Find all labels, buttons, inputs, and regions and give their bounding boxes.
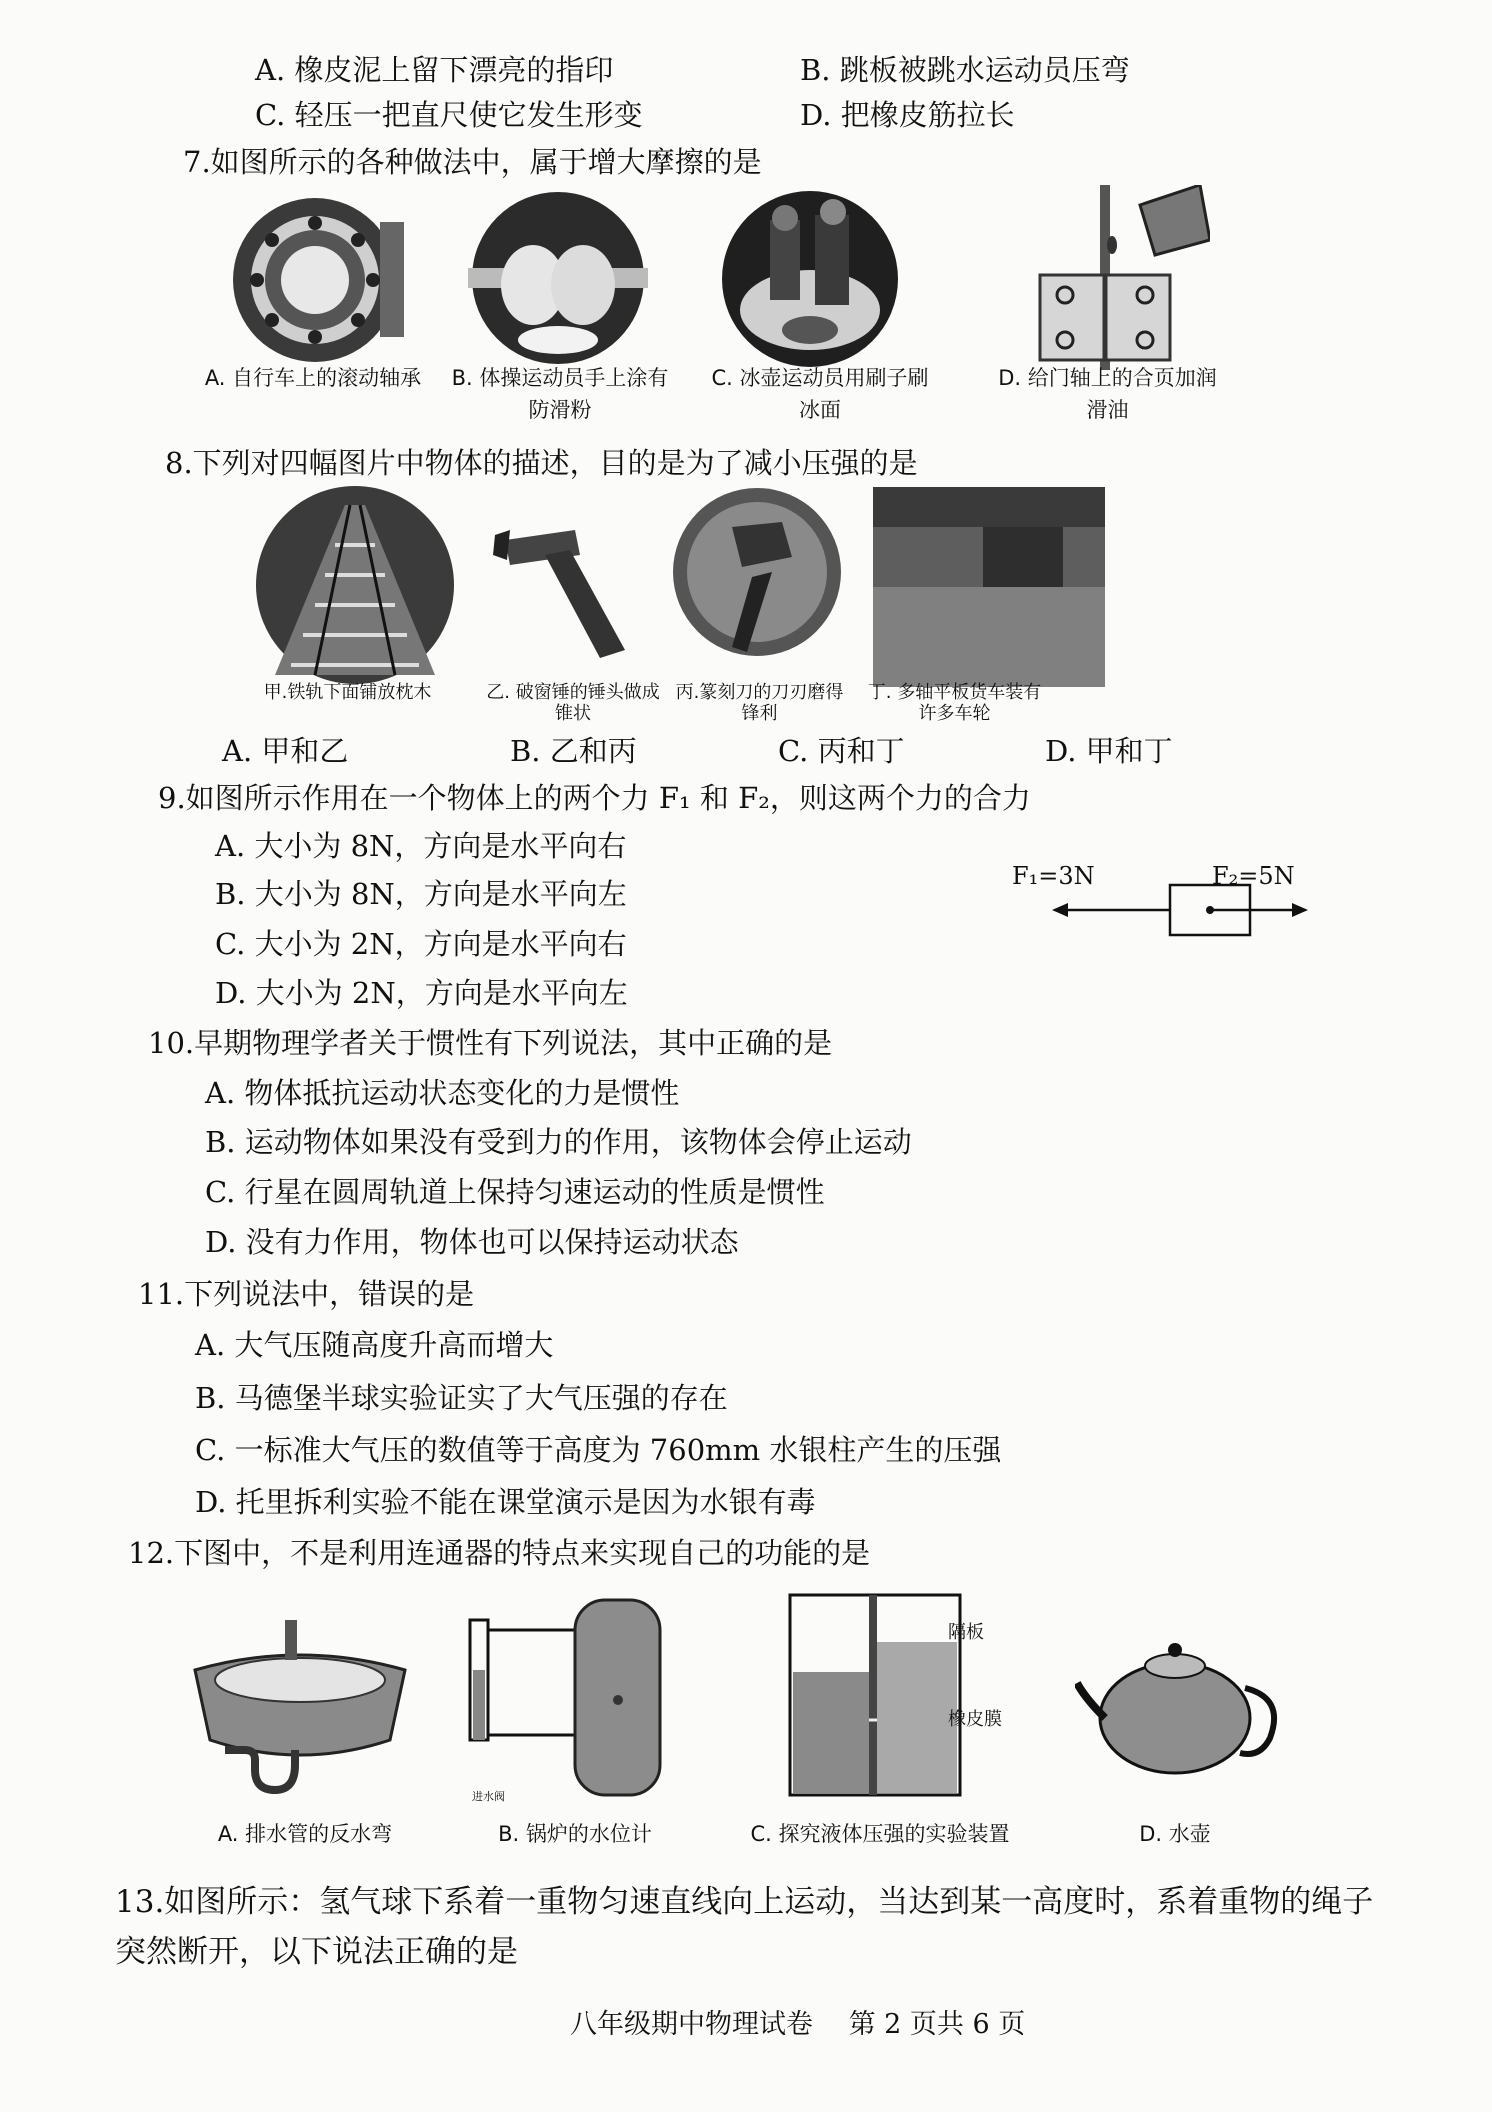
label-membrane: 橡皮膜: [948, 1709, 1002, 1730]
q13-stem-line2: 突然断开，以下说法正确的是: [115, 1934, 518, 1970]
q9-option-c: C. 大小为 2N，方向是水平向右: [215, 927, 627, 961]
q8-stem: 8.下列对四幅图片中物体的描述，目的是为了减小压强的是: [165, 446, 918, 480]
q13-stem-line1: 13.如图所示：氢气球下系着一重物匀速直线向上运动，当达到某一高度时，系着重物的绳子: [115, 1884, 1374, 1920]
f1-arrowhead: [1052, 903, 1068, 917]
q8-option-a: A. 甲和乙: [222, 734, 349, 768]
q12-caption-b: B. 锅炉的水位计: [498, 1822, 652, 1846]
q10-option-b: B. 运动物体如果没有受到力的作用，该物体会停止运动: [205, 1125, 912, 1159]
q8-option-c: C. 丙和丁: [778, 734, 905, 768]
q10-option-d: D. 没有力作用，物体也可以保持运动状态: [205, 1225, 739, 1259]
q11-option-d: D. 托里拆利实验不能在课堂演示是因为水银有毒: [195, 1485, 816, 1519]
q7-caption-a: A. 自行车上的滚动轴承: [204, 366, 422, 390]
q8-caption-yi: 乙. 破窗锤的锤头做成锥状: [486, 682, 660, 724]
q6-option-c: C. 轻压一把直尺使它发生形变: [255, 98, 643, 132]
q10-option-c: C. 行星在圆周轨道上保持匀速运动的性质是惯性: [205, 1175, 825, 1209]
q12-caption-d: D. 水壶: [1139, 1822, 1211, 1846]
q11-option-a: A. 大气压随高度升高而增大: [195, 1328, 554, 1362]
q8-caption-ding: 丁. 多轴平板货车装有许多车轮: [867, 682, 1042, 724]
q8-option-d: D. 甲和丁: [1045, 734, 1173, 768]
q9-stem: 9.如图所示作用在一个物体上的两个力 F₁ 和 F₂，则这两个力的合力: [158, 781, 1031, 815]
label-partition: 隔板: [948, 1622, 984, 1643]
boiler-gauge-image: [460, 1590, 670, 1805]
q11-option-b: B. 马德堡半球实验证实了大气压强的存在: [195, 1381, 728, 1415]
q9-option-d: D. 大小为 2N，方向是水平向左: [215, 976, 628, 1010]
q7-caption-d: D. 给门轴上的合页加润滑油: [998, 366, 1217, 422]
q11-stem: 11.下列说法中，错误的是: [138, 1277, 475, 1311]
hinge-oil-image: [1010, 185, 1210, 370]
q6-option-a: A. 橡皮泥上留下漂亮的指印: [255, 53, 614, 87]
safety-hammer-image: [485, 510, 645, 660]
flatbed-truck-image: [873, 487, 1105, 687]
q7-caption-c: C. 冰壶运动员用刷子刷冰面: [711, 366, 929, 422]
q6-option-d: D. 把橡皮筋拉长: [800, 98, 1015, 132]
q10-stem: 10.早期物理学者关于惯性有下列说法，其中正确的是: [148, 1026, 833, 1060]
q12-caption-c: C. 探究液体压强的实验装置: [750, 1822, 1010, 1846]
curling-image: [715, 190, 905, 368]
railway-sleepers-image: [255, 485, 460, 685]
q10-option-a: A. 物体抵抗运动状态变化的力是惯性: [205, 1076, 680, 1110]
f2-label: F₂=5N: [1212, 862, 1295, 890]
sink-trap-image: [185, 1600, 415, 1800]
teapot-image: [1075, 1628, 1290, 1778]
q8-option-b: B. 乙和丙: [510, 734, 637, 768]
f1-label: F₁=3N: [1012, 862, 1095, 890]
q9-option-b: B. 大小为 8N，方向是水平向左: [215, 877, 627, 911]
gymnast-hands-image: [458, 190, 658, 365]
svg-text:进水阀: 进水阀: [472, 1790, 505, 1803]
q11-option-c: C. 一标准大气压的数值等于高度为 760mm 水银柱产生的压强: [195, 1433, 1002, 1467]
carving-knife-image: [672, 487, 842, 657]
q9-option-a: A. 大小为 8N，方向是水平向右: [215, 829, 627, 863]
q8-caption-jia: 甲.铁轨下面铺放枕木: [263, 682, 432, 703]
q6-option-b: B. 跳板被跳水运动员压弯: [800, 53, 1130, 87]
bearing-image: [230, 192, 410, 367]
f2-arrowhead: [1292, 903, 1308, 917]
pressure-apparatus-image: [785, 1590, 970, 1800]
q7-caption-b: B. 体操运动员手上涂有防滑粉: [451, 366, 669, 422]
q8-caption-bing: 丙.篆刻刀的刀刃磨得锋利: [675, 682, 844, 724]
q7-stem: 7.如图所示的各种做法中，属于增大摩擦的是: [183, 145, 762, 179]
q12-stem: 12.下图中，不是利用连通器的特点来实现自己的功能的是: [128, 1536, 871, 1570]
q12-caption-a: A. 排水管的反水弯: [217, 1822, 393, 1846]
page-footer: 八年级期中物理试卷 第 2 页共 6 页: [570, 2009, 1026, 2040]
